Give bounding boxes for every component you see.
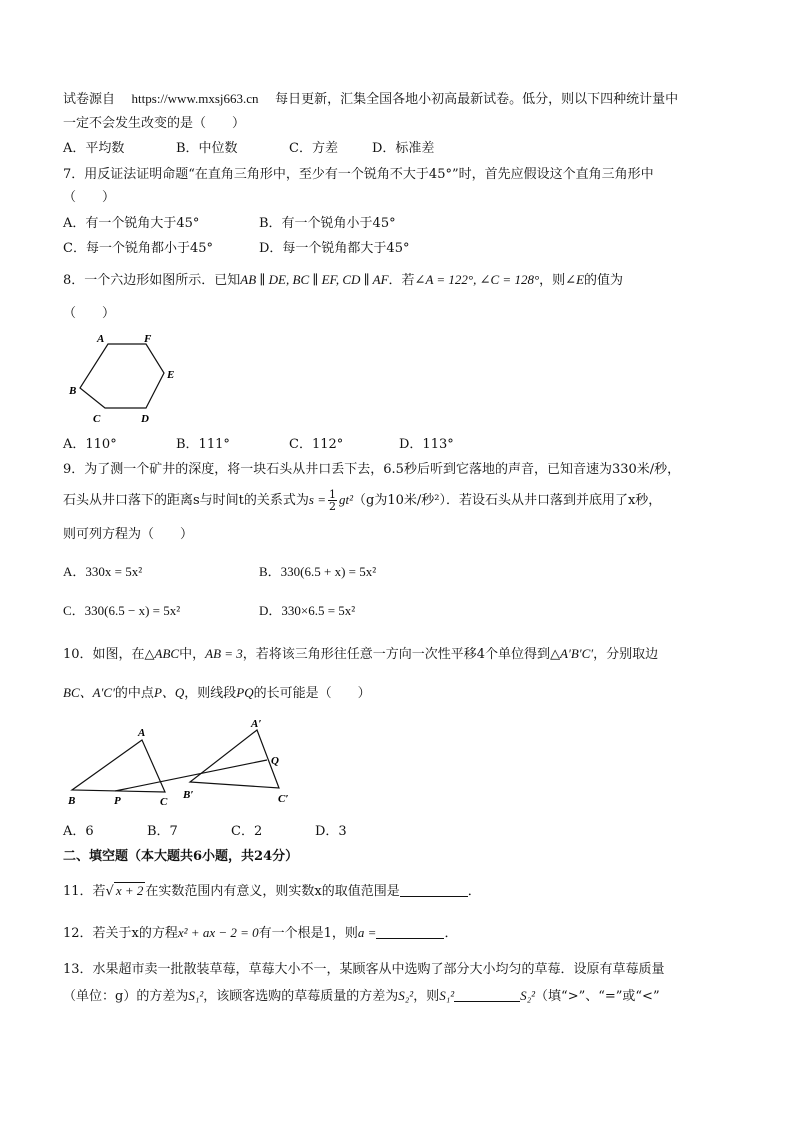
q7-option-b: B．有一个锐角小于45° [259,216,396,231]
label-c-prime: C′ [278,793,289,805]
q9-text-a: 石头从井口落下的距离s与时间t的关系式为 [63,493,309,508]
q6-option-d: D．标准差 [372,141,435,156]
q10-math-pq: PQ [236,685,254,700]
hexagon-label-f: F [144,333,152,345]
q10-text-d: ，分别取边 [593,647,659,662]
q9-text-b: （g为10米/秒²）．若设石头从井口落到并底用了x秒， [353,493,662,508]
q8-option-a: A．110° [63,437,117,452]
source-url[interactable]: https://www.mxsj663.cn [131,91,259,106]
q12-text-a: 12．若关于x的方程 [63,926,178,941]
q9-line1: 9．为了测一个矿井的深度，将一块石头从井口丢下去，6.5秒后听到它落地的声音，已知音速为330米/秒， [63,462,681,477]
segment-pq [115,760,267,791]
label-p: P [114,795,121,807]
q9-math-gt: gt² [339,492,354,507]
q13-text-d: （填“>”、“=”或“<” [535,989,660,1004]
q10-option-c: C．2 [231,824,263,839]
q8-option-b: B．111° [176,437,230,452]
q7-paren: （ ） [63,190,116,205]
hexagon-label-e: E [167,369,175,381]
header-tail: 每日更新，汇集全国各地小初高最新试卷。低分，则以下四种统计量中 [275,92,679,107]
q8-text-a: 8．一个六边形如图所示．已知 [63,273,241,288]
section-title: 二、填空题（本大题共6小题，共24分） [63,849,299,864]
q10-option-d: D．3 [315,824,347,839]
q8-text-b: ．若 [388,273,415,288]
q11-radicand: x + 2 [115,883,144,898]
q13-answer-blank[interactable] [454,987,520,1002]
hexagon-label-c: C [93,413,101,425]
q10-line1 [63,645,658,664]
q7-option-c: C．每一个锐角都小于45° [63,241,213,256]
q11-text-a: 11．若 [63,884,106,899]
q10-text-e: 的中点 [114,686,154,701]
q12-equation: x² + ax − 2 = 0 [177,925,259,940]
q12-stem [63,924,457,943]
q7-option-d: D．每一个锐角都大于45° [259,241,410,256]
q6-option-a: A．平均数 [63,141,125,156]
q10-text-a: 10．如图，在 [63,647,145,662]
q10-math-pq-points: P、Q [153,685,185,700]
hexagon-figure [60,328,190,428]
q13-text-c: ，则 [413,989,440,1004]
q13-s1-squared-b: S₁² [439,988,455,1003]
label-b-prime: B′ [183,789,194,801]
q11-stem [63,882,481,901]
q9-line3: 则可列方程为（ ） [63,527,194,542]
label-q: Q [271,755,279,767]
q8-paren: （ ） [63,306,116,321]
q11-end: ． [467,884,481,899]
hexagon-label-b: B [69,385,77,397]
q12-text-b: 有一个根是1，则 [258,926,358,941]
q10-text-g: 的长可能是（ ） [253,686,371,701]
q6-option-c: C．方差 [289,141,338,156]
source-label: 试卷源自 [63,92,116,107]
header-line [63,90,678,109]
q8-text-d: 的值为 [584,273,624,288]
q13-line1: 13．水果超市卖一批散装草莓，草莓大小不一，某顾客从中选购了部分大小均匀的草莓．设原有草莓质量 [63,962,665,977]
q13-s1-squared: S₁² [188,988,204,1003]
q10-option-a: A．6 [63,824,94,839]
q9-frac-den: 2 [329,500,336,513]
q11-text-b: 在实数范围内有意义，则实数x的取值范围是 [145,884,400,899]
triangle-figure [60,718,310,814]
label-b: B [68,795,76,807]
q11-answer-blank[interactable] [400,882,468,897]
q12-math-a: a = [357,925,377,940]
q8-stem [63,271,623,290]
q9-frac-num: 1 [329,488,336,501]
q13-line2 [63,987,660,1006]
q7-option-a: A．有一个锐角大于45° [63,216,200,231]
q10-math-edges: BC、A′C′ [63,685,115,700]
q10-text-c: ，若将该三角形往任意一方向一次性平移4个单位得到 [242,647,551,662]
label-c: C [160,796,168,808]
q10-text-b: 中， [179,647,206,662]
q8-option-c: C．112° [289,437,344,452]
q8-option-d: D．113° [399,437,454,452]
label-a-prime: A′ [251,718,262,730]
hexagon-label-d: D [141,413,149,425]
hexagon-label-a: A [97,333,105,345]
q9-option-b: B．330(6.5 + x) = 5x² [259,564,377,579]
q9-option-a: A．330x = 5x² [63,564,143,579]
hexagon-shape [80,344,164,408]
q8-angle-e: E [576,272,585,287]
q13-text-b: ，该顾客选购的草莓质量的方差为 [203,989,399,1004]
q8-parallel-conditions: AB ∥ DE, BC ∥ EF, CD ∥ AF [240,272,389,287]
q13-s2-squared-b: S₂² [520,988,536,1003]
q13-text-a: （单位：g）的方差为 [63,989,189,1004]
q9-option-c: C．330(6.5 − x) = 5x² [63,603,181,618]
q6-option-b: B．中位数 [176,141,238,156]
q6-stem-line2: 一定不会发生改变的是（ ） [63,116,246,131]
q7-stem: 7．用反证法证明命题“在直角三角形中，至少有一个锐角不大于45°”时，首先应假设这个直角三角形中 [63,167,654,182]
q13-s2-squared: S₂² [398,988,414,1003]
q9-math-s: s = [308,492,326,507]
q12-end: ． [444,926,458,941]
q9-fraction [328,489,337,512]
q10-math-triangle-prime: △A′B′C′ [550,646,594,661]
q10-math-triangle: △ABC [144,646,180,661]
sqrt-icon: √ [105,884,114,899]
triangle-abc-prime [190,730,279,788]
q12-answer-blank[interactable] [376,924,444,939]
q9-line2 [63,489,661,512]
q10-text-f: ，则线段 [184,686,237,701]
label-a: A [138,727,146,739]
q10-math-ab: AB = 3 [205,646,243,661]
q10-option-b: B．7 [147,824,178,839]
q8-text-c: ，则∠ [539,273,577,288]
q10-line2 [63,684,371,703]
q8-angle-conditions: ∠A = 122°, ∠C = 128° [414,272,540,287]
q9-option-d: D．330×6.5 = 5x² [259,603,356,618]
